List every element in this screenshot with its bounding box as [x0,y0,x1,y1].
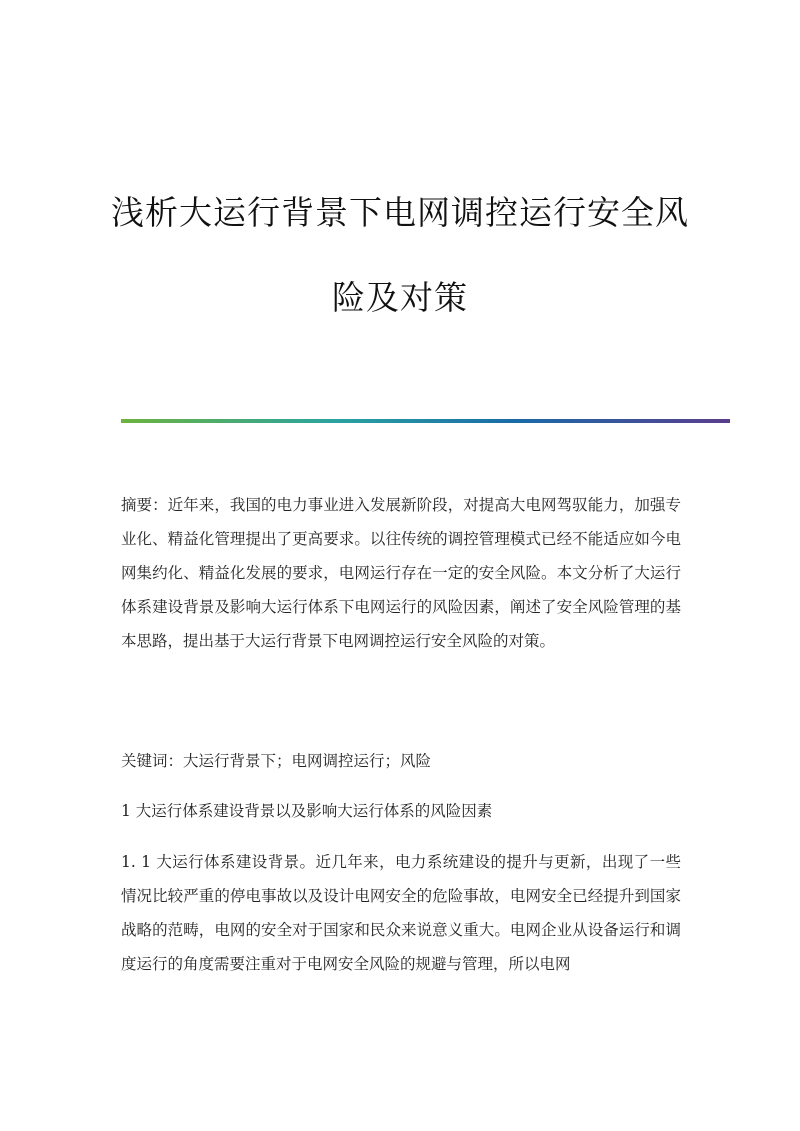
keywords-line: 关键词：大运行背景下；电网调控运行；风险 [121,752,432,770]
section-1-1-block [121,845,681,981]
title-divider [121,419,730,423]
abstract-paragraph: 摘要：近年来，我国的电力事业进入发展新阶段，对提高大电网驾驭能力，加强专业化、精益化管理提出了更高要求。以往传统的调控管理模式已经不能适应如今电网集约化、精益化发展的要求，电网运行存在一定的安全风险。本文分析了大运行体系建设背景及影响大运行体系下电网运行的风险因素，阐述了安全风险管理的基本思路，提出基于大运行背景下电网调控运行安全风险的对策。 [121,496,681,650]
section-heading-1 [121,794,681,828]
section-1-1-paragraph: 1. 1 大运行体系建设背景。近几年来，电力系统建设的提升与更新，出现了一些情况比较严重的停电事故以及设计电网安全的危险事故，电网安全已经提升到国家战略的范畴，电网的安全对于国家和民众来说意义重大。电网企业从设备运行和调度运行的角度需要注重对于电网安全风险的规避与管理，所以电网 [121,853,681,973]
abstract-block [121,488,681,658]
document-title-line-1: 浅析大运行背景下电网调控运行安全风 [111,193,689,232]
section-heading-1-text: 1 大运行体系建设背景以及影响大运行体系的风险因素 [121,802,493,820]
keywords-block [121,744,681,778]
document-title-line-2: 险及对策 [332,278,468,317]
